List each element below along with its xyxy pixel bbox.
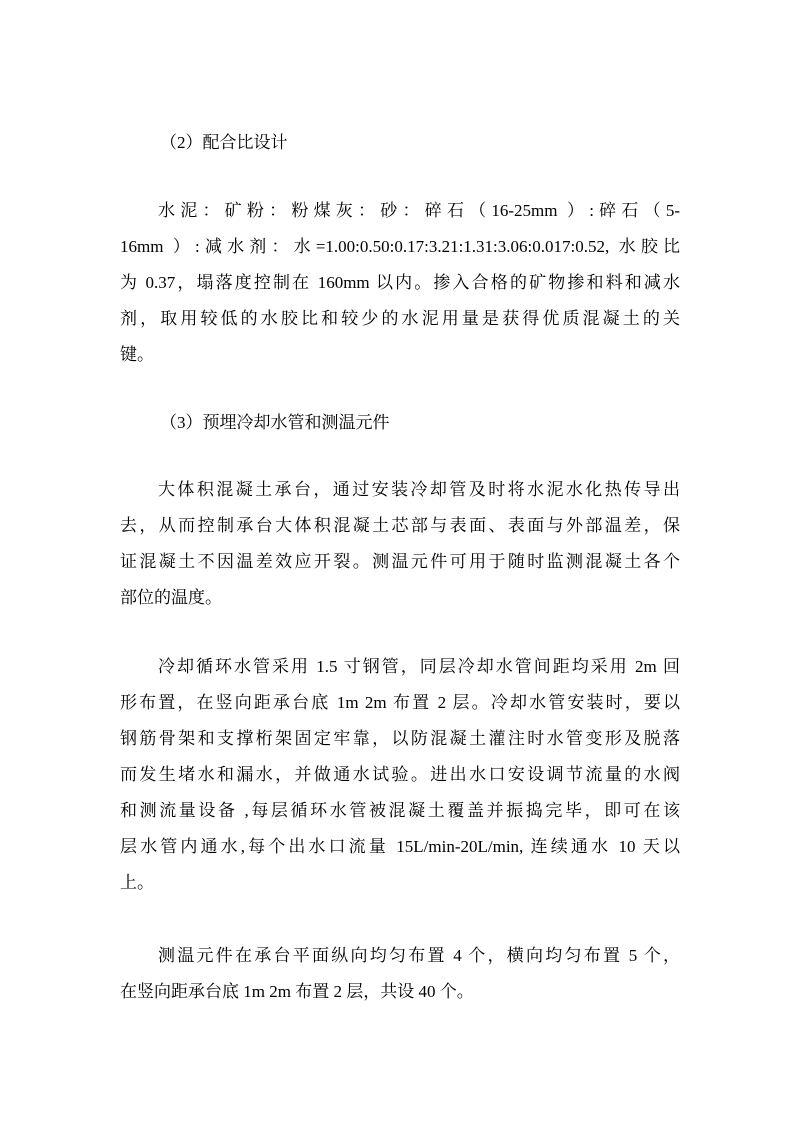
paragraph-thermometer-layout [120,938,680,1010]
text-line: 键。 [120,345,154,364]
section-heading-mix-design: （2）配合比设计 [160,133,288,152]
text-line: 而发生堵水和漏水，并做通水试验。进出水口安设调节流量的水阀 [120,765,680,784]
paragraph-cooling-pipe-layout [120,649,680,901]
text-line: 和测流量设备 ,每层循环水管被混凝土覆盖并振捣完毕，即可在该 [120,801,680,820]
text-line: 冷却循环水管采用 1.5 寸钢管，同层冷却水管间距均采用 2m 回 [158,657,680,676]
text-line: 为 0.37，塌落度控制在 160mm 以内。掺入合格的矿物掺和料和减水 [120,273,680,292]
text-line: 测温元件在承台平面纵向均匀布置 4 个，横向均匀布置 5 个， [158,946,680,965]
text-line: 形布置，在竖向距承台底 1m 2m 布置 2 层。冷却水管安装时，要以 [120,693,680,712]
text-line: 水泥：矿粉：粉煤灰：砂：碎石（16-25mm ）:碎石（5- [158,201,680,220]
text-line: 剂，取用较低的水胶比和较少的水泥用量是获得优质混凝土的关 [120,309,680,328]
text-line: 层水管内通水,每个出水口流量 15L/min-20L/min, 连续通水 10 天以 [120,837,680,856]
text-line: 上。 [120,873,154,892]
paragraph-cooling-purpose [120,472,680,616]
section-heading-cooling-pipes: （3）预埋冷却水管和测温元件 [160,413,390,432]
text-line: 证混凝土不因温差效应开裂。测温元件可用于随时监测混凝土各个 [120,552,680,571]
text-line: 钢筋骨架和支撑桁架固定牢靠，以防混凝土灌注时水管变形及脱落 [120,729,680,748]
text-line: 大体积混凝土承台，通过安装冷却管及时将水泥水化热传导出 [158,480,680,499]
paragraph-mix-design [120,193,680,373]
text-line: 16mm ）:减水剂：水=1.00:0.50:0.17:3.21:1.31:3.06:0.017:0.52, 水胶比 [120,237,680,256]
text-line: 部位的温度。 [120,588,222,607]
text-line: 在竖向距承台底 1m 2m 布置 2 层，共设 40 个。 [120,982,474,1001]
text-line: 去，从而控制承台大体积混凝土芯部与表面、表面与外部温差，保 [120,516,680,535]
